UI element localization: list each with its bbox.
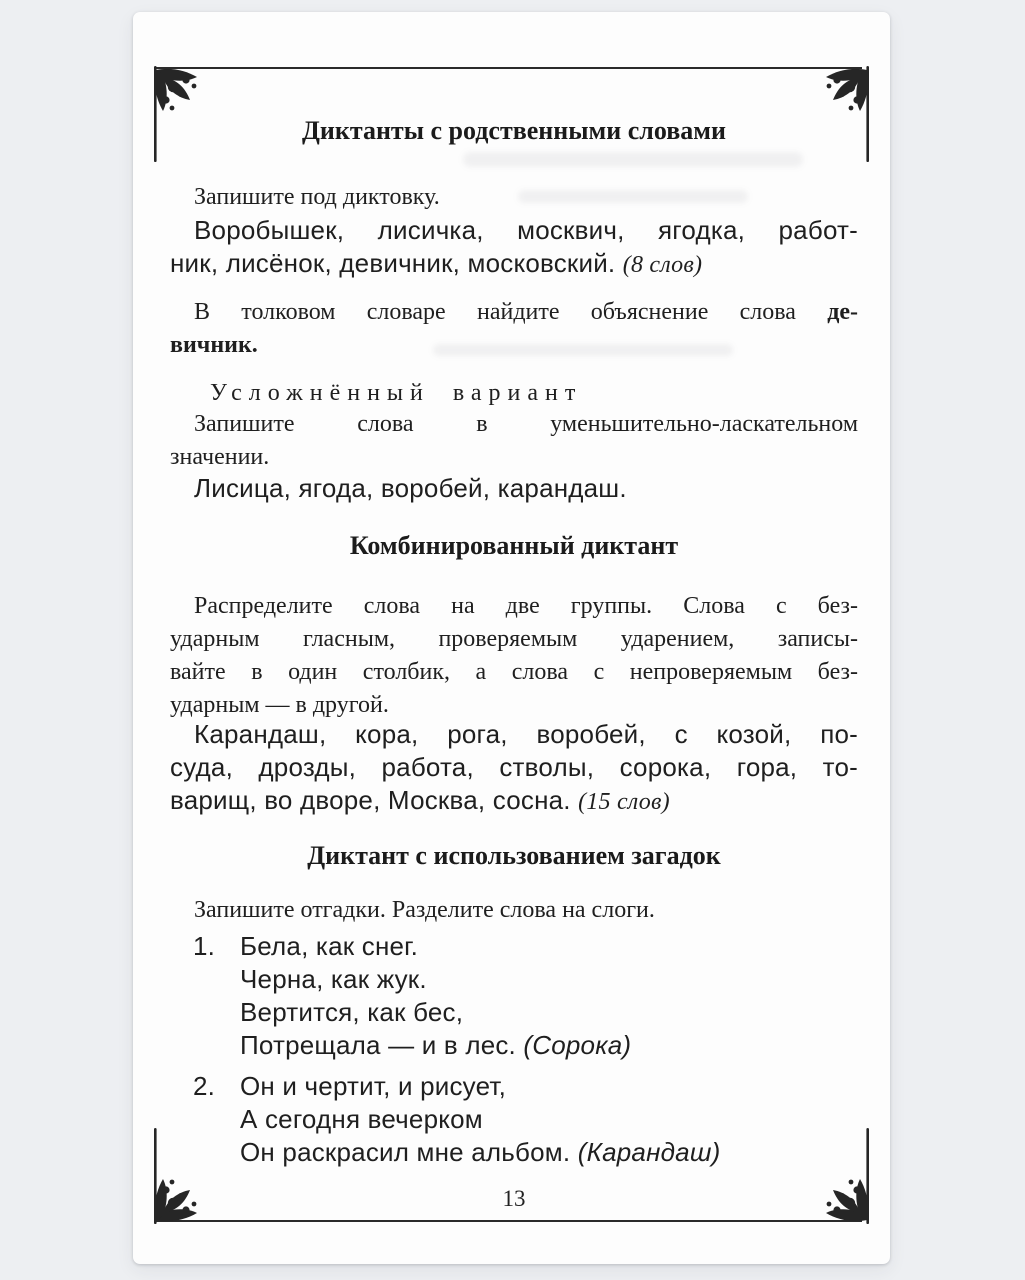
section-title-riddle-dictation: Диктант с использованием загадок [307,841,721,870]
riddle-2-lines [240,1070,858,1169]
instruction-line-4: ударным — в другой. [170,692,389,718]
word-list-2 [170,718,858,819]
diminutive-task-line-1: Запишите слова в уменьшительно-ласкательном [194,411,858,437]
top-border-rule [156,67,862,69]
riddle-2 [170,1070,858,1169]
word-list-2-line-2: суда, дрозды, работа, стволы, сорока, гора, то- [170,752,858,782]
word-count-15: (15 слов) [578,789,670,815]
riddle-1-line-2: Черна, как жук. [240,964,427,994]
dictionary-task-text: В толковом словаре найдите объяснение слова [194,299,828,325]
word-list-2-line-1: Карандаш, кора, рога, воробей, с козой, по- [194,719,858,749]
word-count-8: (8 слов) [622,252,703,278]
dictionary-task-word-part-1: де- [827,299,858,325]
riddle-1-line-3: Вертится, как бес, [240,997,464,1027]
advanced-variant-heading: Усложнённый вариант [210,380,583,406]
instruction-line-2: ударным гласным, проверяемым ударением, записы- [170,626,858,652]
word-list-1 [170,214,858,282]
riddle-2-line-3-text: Он раскрасил мне альбом. [240,1137,578,1167]
riddle-2-line-1: Он и чертит, и рисует, [240,1071,507,1101]
dictionary-task-word-part-2: вичник. [170,332,258,358]
riddle-2-number: 2. [193,1071,216,1101]
riddle-1-number: 1. [193,931,216,961]
bottom-border-rule [156,1220,862,1222]
riddle-1 [170,930,858,1062]
book-page [133,12,890,1264]
combined-dictation-instructions [170,590,858,722]
instruction-line-3: вайте в один столбик, а слова с непроверяемым без- [170,659,858,685]
dictionary-task-line-1 [170,296,858,329]
riddle-1-line-1: Бела, как снег. [240,931,419,961]
word-list-2-line-3-words: варищ, во дворе, Москва, сосна. [170,785,579,815]
word-list-1-line-2 [170,247,858,282]
dictionary-task-line-2 [170,329,858,362]
instruction-riddles: Запишите отгадки. Разделите слова на слоги. [194,897,655,923]
riddle-1-answer: (Сорока) [523,1030,632,1060]
section-title-combined-dictation: Комбинированный диктант [349,531,679,560]
word-list-1-line-2-words: ник, лисёнок, девичник, московский. [170,248,623,278]
riddle-2-answer: (Карандаш) [577,1137,721,1167]
dictionary-task [170,296,858,362]
instruction-line-1: Распределите слова на две группы. Слова с без- [194,593,858,619]
section-title-related-words-dictations: Диктанты с родственными словами [302,116,726,145]
word-list-diminutive: Лисица, ягода, воробей, карандаш. [194,473,627,503]
instruction-write-dictation: Запишите под диктовку. [194,184,440,210]
riddle-1-line-4-text: Потрещала — и в лес. [240,1030,524,1060]
word-list-1-line-1: Воробышек, лисичка, москвич, ягодка, работ- [194,215,858,245]
riddle-1-line-4 [240,1029,858,1062]
scan-showthrough-artifact [463,152,803,167]
riddle-2-line-2: А сегодня вечерком [240,1104,483,1134]
diminutive-task-line-2: значении. [170,444,270,470]
page-number: 13 [502,1186,526,1211]
word-list-2-line-3 [170,784,858,819]
riddle-2-line-3 [240,1136,858,1169]
diminutive-task [170,408,858,474]
riddle-1-lines [240,930,858,1062]
